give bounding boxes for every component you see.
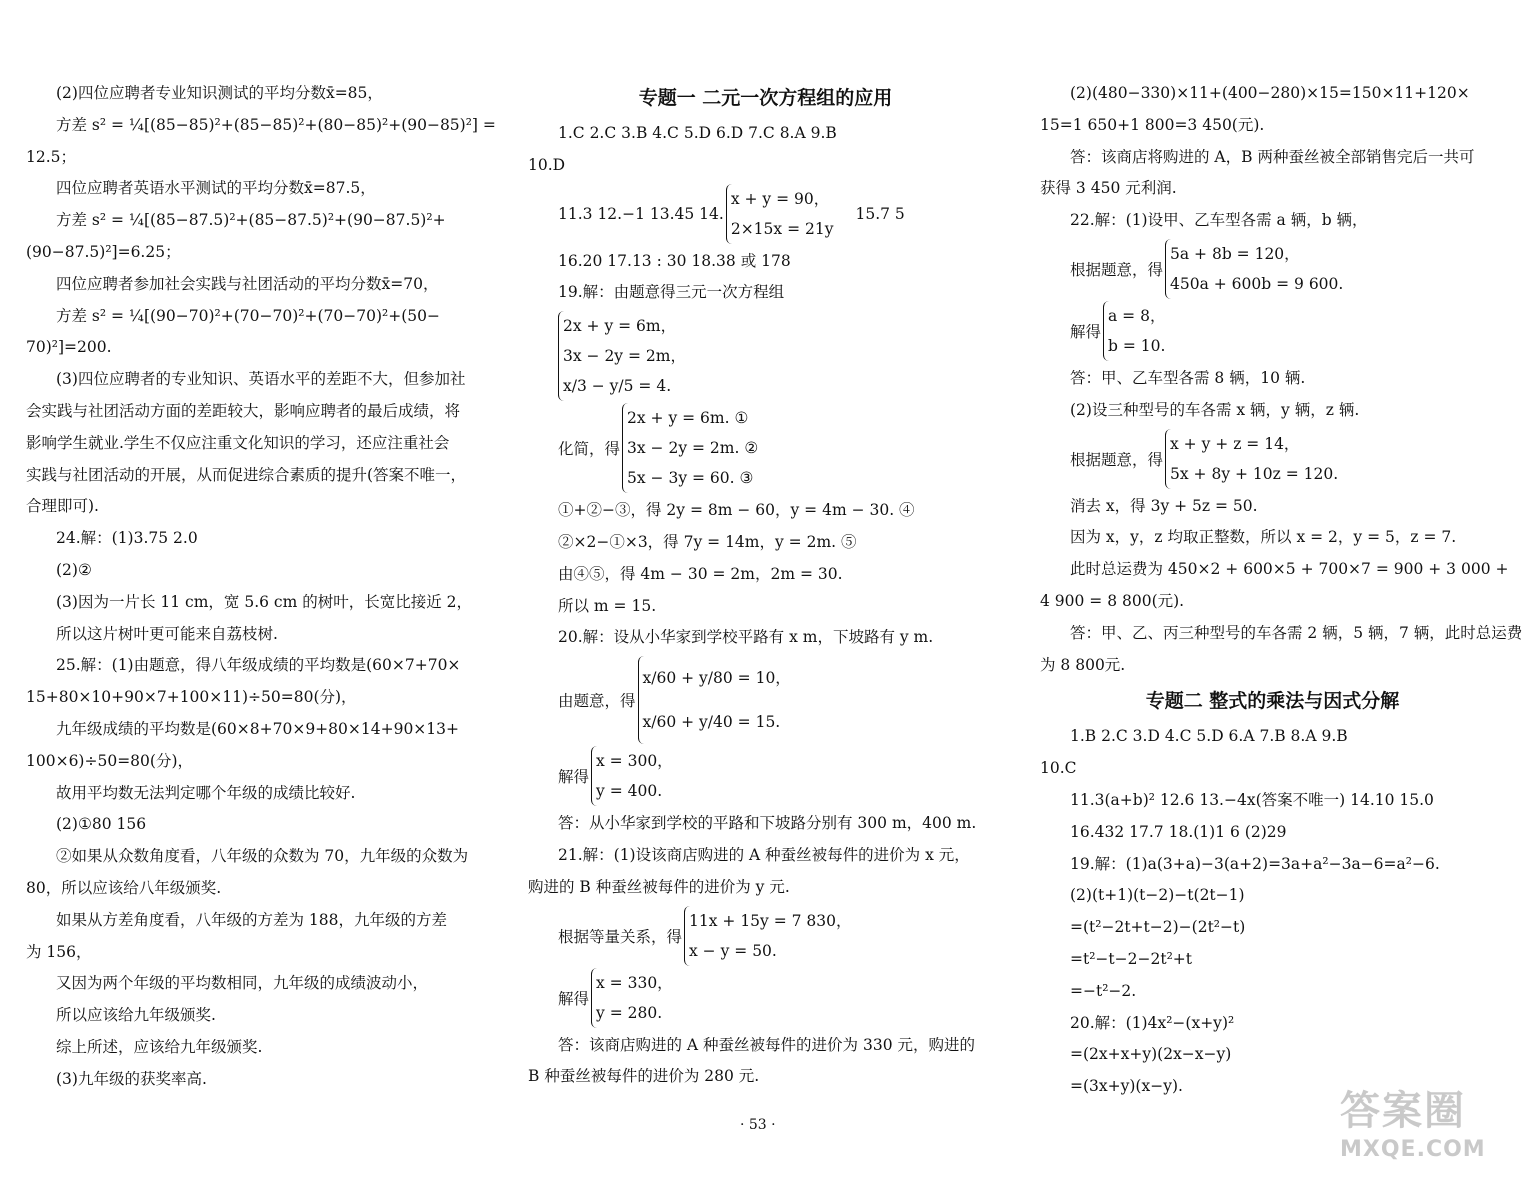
question-22: 22.解：(1)设甲、乙车型各需 a 辆，b 辆， bbox=[1070, 211, 1368, 230]
equation-system-22b bbox=[1040, 429, 1505, 489]
left-column-lines bbox=[26, 78, 494, 1096]
text-line: 故用平均数无法判定哪个年级的成绩比较好. bbox=[56, 783, 356, 802]
label: 解得 bbox=[558, 989, 590, 1008]
text-line: 所以 m = 15. bbox=[558, 596, 657, 615]
text-line: 此时总运费为 450×2 + 600×5 + 700×7 = 900 + 3 000 + bbox=[1070, 560, 1509, 579]
equation-system-20 bbox=[528, 656, 1003, 744]
equation: x/3 − y/5 = 4. bbox=[563, 377, 672, 396]
text-line: 20.解：(1)4x²−(x+y)² bbox=[1070, 1013, 1235, 1032]
watermark-title: 答案圈 bbox=[1340, 1088, 1466, 1134]
text-line: (2)(t+1)(t−2)−t(2t−1) bbox=[1070, 886, 1245, 905]
equation: x = 330， bbox=[596, 973, 673, 992]
answer-21-cont: B 种蚕丝被每件的进价为 280 元. bbox=[528, 1067, 760, 1086]
q21-part2: (2)(480−330)×11+(400−280)×15=150×11+120× bbox=[1070, 84, 1470, 102]
label: 根据题意，得 bbox=[1070, 260, 1164, 279]
text-line: 4 900 = 8 800(元). bbox=[1040, 591, 1185, 610]
label: 化简，得 bbox=[558, 440, 621, 459]
fill-answers-11-15 bbox=[528, 184, 1003, 244]
equation: x − y = 50. bbox=[689, 941, 777, 960]
answer-21: 答：该商店购进的 A 种蚕丝被每件的进价为 330 元，购进的 bbox=[558, 1035, 975, 1054]
choice-answers-10: 10.D bbox=[528, 155, 566, 174]
solution-21 bbox=[528, 968, 1003, 1028]
equation: a = 8， bbox=[1108, 306, 1166, 325]
text-line: 消去 x，得 3y + 5z = 50. bbox=[1070, 496, 1258, 515]
text-line: 为 156， bbox=[26, 942, 92, 961]
answer-22: 答：甲、乙车型各需 8 辆，10 辆. bbox=[1070, 368, 1306, 387]
choice-answers-10: 10.C bbox=[1040, 759, 1077, 778]
equation: y = 280. bbox=[596, 1003, 663, 1022]
equation-system-22 bbox=[1040, 239, 1505, 299]
text-line: (3)九年级的获奖率高. bbox=[56, 1069, 207, 1088]
text-line: 会实践与社团活动方面的差距较大，影响应聘者的最后成绩，将 bbox=[26, 401, 461, 420]
question-19: 19.解：由题意得三元一次方程组 bbox=[558, 283, 785, 302]
text-line: =−t²−2. bbox=[1070, 981, 1137, 1000]
left-column bbox=[26, 78, 494, 1096]
text-line: 由④⑤，得 4m − 30 = 2m，2m = 30. bbox=[558, 564, 843, 583]
middle-column bbox=[528, 78, 1003, 1093]
text-line: (2)② bbox=[56, 560, 92, 579]
text-line: 答：甲、乙、丙三种型号的车各需 2 辆，5 辆，7 辆，此时总运费 bbox=[1070, 623, 1523, 642]
page-number: · 53 · bbox=[740, 1117, 776, 1133]
text-line: 九年级成绩的平均数是(60×8+70×9+80×14+90×13+ bbox=[56, 719, 460, 738]
equation: 2x + y = 6m. ① bbox=[627, 409, 749, 428]
equation: x = 300， bbox=[596, 752, 673, 771]
label: 根据题意，得 bbox=[1070, 450, 1164, 469]
fill-answers-prefix: 11.3 12.−1 13.45 14. bbox=[558, 204, 724, 223]
text-line: 15+80×10+90×7+100×11)÷50=80(分)， bbox=[26, 688, 357, 707]
label: 解得 bbox=[558, 768, 590, 787]
section-heading-2: 专题二 整式的乘法与因式分解 bbox=[1145, 690, 1400, 713]
text-line: =(3x+y)(x−y). bbox=[1070, 1077, 1183, 1096]
equation: x + y + z = 14， bbox=[1170, 434, 1300, 453]
equation: 3x − 2y = 2m. ② bbox=[627, 439, 759, 458]
question-21-cont: 购进的 B 种蚕丝被每件的进价为 y 元. bbox=[528, 877, 790, 896]
text-line: 所以这片树叶更可能来自荔枝树. bbox=[56, 624, 278, 643]
text-line: 24.解：(1)3.75 2.0 bbox=[56, 529, 198, 548]
choice-answers: 1.B 2.C 3.D 4.C 5.D 6.A 7.B 8.A 9.B bbox=[1070, 727, 1348, 746]
text-line: 四位应聘者英语水平测试的平均分数x̄=87.5， bbox=[56, 179, 376, 198]
equation: 11x + 15y = 7 830， bbox=[689, 911, 852, 930]
fill-answers-suffix: 15.7 5 bbox=[855, 204, 905, 223]
text-line: 综上所述，应该给九年级颁奖. bbox=[56, 1037, 263, 1056]
text-line: 19.解：(1)a(3+a)−3(a+2)=3a+a²−3a−6=a²−6. bbox=[1070, 854, 1440, 873]
solution-22 bbox=[1040, 301, 1505, 361]
question-22-steps bbox=[1040, 491, 1523, 682]
text-line: 80，所以应该给八年级颁奖. bbox=[26, 878, 222, 897]
text-line: 70)²]=200. bbox=[26, 338, 112, 357]
text-line: 方差 s² = ¼[(85−85)²+(85−85)²+(80−85)²+(90−85)²] = bbox=[56, 115, 496, 134]
text-line: ①+②−③，得 2y = 8m − 60，y = 4m − 30. ④ bbox=[558, 501, 915, 520]
watermark-url: MXQE.COM bbox=[1340, 1137, 1486, 1162]
equation: 5x + 8y + 10z = 120. bbox=[1170, 464, 1339, 483]
equation: 5a + 8b = 120， bbox=[1170, 244, 1300, 263]
text-line: 实践与社团活动的开展，从而促进综合素质的提升(答案不唯一， bbox=[26, 465, 467, 484]
text-line: 所以应该给九年级颁奖. bbox=[56, 1006, 216, 1025]
equation-system-21 bbox=[528, 906, 1003, 966]
equation: 2×15x = 21y bbox=[730, 219, 834, 238]
text-line: 25.解：(1)由题意，得八年级成绩的平均数是(60×7+70× bbox=[56, 656, 461, 675]
label: 由题意，得 bbox=[558, 692, 636, 711]
fill-answers-11-15: 11.3(a+b)² 12.6 13.−4x(答案不唯一) 14.10 15.0 bbox=[1070, 790, 1434, 809]
q21-part2-cont: 15=1 650+1 800=3 450(元). bbox=[1040, 115, 1265, 134]
equation-system-19a bbox=[528, 311, 1003, 401]
watermark-logo bbox=[1340, 1086, 1530, 1186]
text-line: 100×6)÷50=80(分)， bbox=[26, 751, 193, 770]
text-line: 方差 s² = ¼[(85−87.5)²+(85−87.5)²+(90−87.5)²+ bbox=[56, 211, 446, 230]
text-line: 方差 s² = ¼[(90−70)²+(70−70)²+(70−70)²+(50− bbox=[56, 306, 440, 325]
question-22-part2: (2)设三种型号的车各需 x 辆，y 辆，z 辆. bbox=[1070, 400, 1360, 419]
text-line: ②×2−①×3，得 7y = 14m，y = 2m. ⑤ bbox=[558, 532, 857, 551]
text-line: (2)四位应聘者专业知识测试的平均分数x̄=85， bbox=[56, 84, 383, 102]
equation: 5x − 3y = 60. ③ bbox=[627, 469, 754, 488]
text-line: 12.5； bbox=[26, 147, 77, 166]
text-line: 合理即可). bbox=[26, 497, 99, 516]
text-line: 为 8 800元. bbox=[1040, 655, 1126, 674]
choice-answers: 1.C 2.C 3.B 4.C 5.D 6.D 7.C 8.A 9.B bbox=[558, 124, 837, 142]
fill-answers-16-18: 16.432 17.7 18.(1)1 6 (2)29 bbox=[1070, 822, 1287, 841]
label: 根据等量关系，得 bbox=[558, 927, 683, 946]
equation: y = 400. bbox=[596, 782, 663, 801]
text-line: 如果从方差角度看，八年级的方差为 188，九年级的方差 bbox=[56, 910, 448, 929]
question-20: 20.解：设从小华家到学校平路有 x m，下坡路有 y m. bbox=[558, 628, 934, 647]
equation: x/60 + y/40 = 15. bbox=[642, 713, 781, 732]
equation: b = 10. bbox=[1108, 336, 1166, 355]
equation: 2x + y = 6m， bbox=[563, 317, 677, 336]
question-19-20-steps bbox=[1040, 849, 1505, 1103]
text-line: 因为 x，y，z 均取正整数，所以 x = 2，y = 5，z = 7. bbox=[1070, 528, 1457, 547]
text-line: (90−87.5)²]=6.25； bbox=[26, 242, 181, 261]
section-heading-1: 专题一 二元一次方程组的应用 bbox=[638, 87, 893, 109]
equation: x/60 + y/80 = 10， bbox=[642, 669, 791, 688]
equation: 450a + 600b = 9 600. bbox=[1170, 274, 1344, 293]
label: 解得 bbox=[1070, 322, 1102, 341]
right-column bbox=[1040, 78, 1523, 1103]
solution-20 bbox=[528, 746, 1003, 806]
text-line: ②如果从众数角度看，八年级的众数为 70，九年级的众数为 bbox=[56, 847, 469, 866]
text-line: =(t²−2t+t−2)−(2t²−t) bbox=[1070, 918, 1246, 937]
answer-20: 答：从小华家到学校的平路和下坡路分别有 300 m，400 m. bbox=[558, 814, 977, 833]
text-line: 又因为两个年级的平均数相同，九年级的成绩波动小， bbox=[56, 974, 429, 993]
fill-answers-16-18: 16.20 17.13 : 30 18.38 或 178 bbox=[558, 251, 791, 270]
equation: x + y = 90， bbox=[730, 189, 830, 208]
text-line: (2)①80 156 bbox=[56, 815, 147, 834]
question-19-steps bbox=[528, 495, 1003, 622]
equation-system-19b bbox=[528, 403, 1003, 493]
equation: 3x − 2y = 2m， bbox=[563, 347, 686, 366]
text-line: 四位应聘者参加社会实践与社团活动的平均分数x̄=70， bbox=[56, 274, 439, 293]
text-line: (3)因为一片长 11 cm，宽 5.6 cm 的树叶，长宽比接近 2， bbox=[56, 592, 473, 611]
text-line: 影响学生就业.学生不仅应注重文化知识的学习，还应注重社会 bbox=[26, 433, 450, 452]
text-line: (3)四位应聘者的专业知识、英语水平的差距不大，但参加社 bbox=[56, 370, 466, 389]
text-line: =t²−t−2−2t²+t bbox=[1070, 949, 1193, 968]
q21-answer-cont: 获得 3 450 元利润. bbox=[1040, 179, 1177, 198]
equation-system-14 bbox=[726, 184, 834, 244]
question-21: 21.解：(1)设该商店购进的 A 种蚕丝被每件的进价为 x 元， bbox=[558, 845, 970, 864]
text-line: =(2x+x+y)(2x−x−y) bbox=[1070, 1045, 1232, 1064]
q21-answer: 答：该商店将购进的 A，B 两种蚕丝被全部销售完后一共可 bbox=[1070, 147, 1475, 166]
